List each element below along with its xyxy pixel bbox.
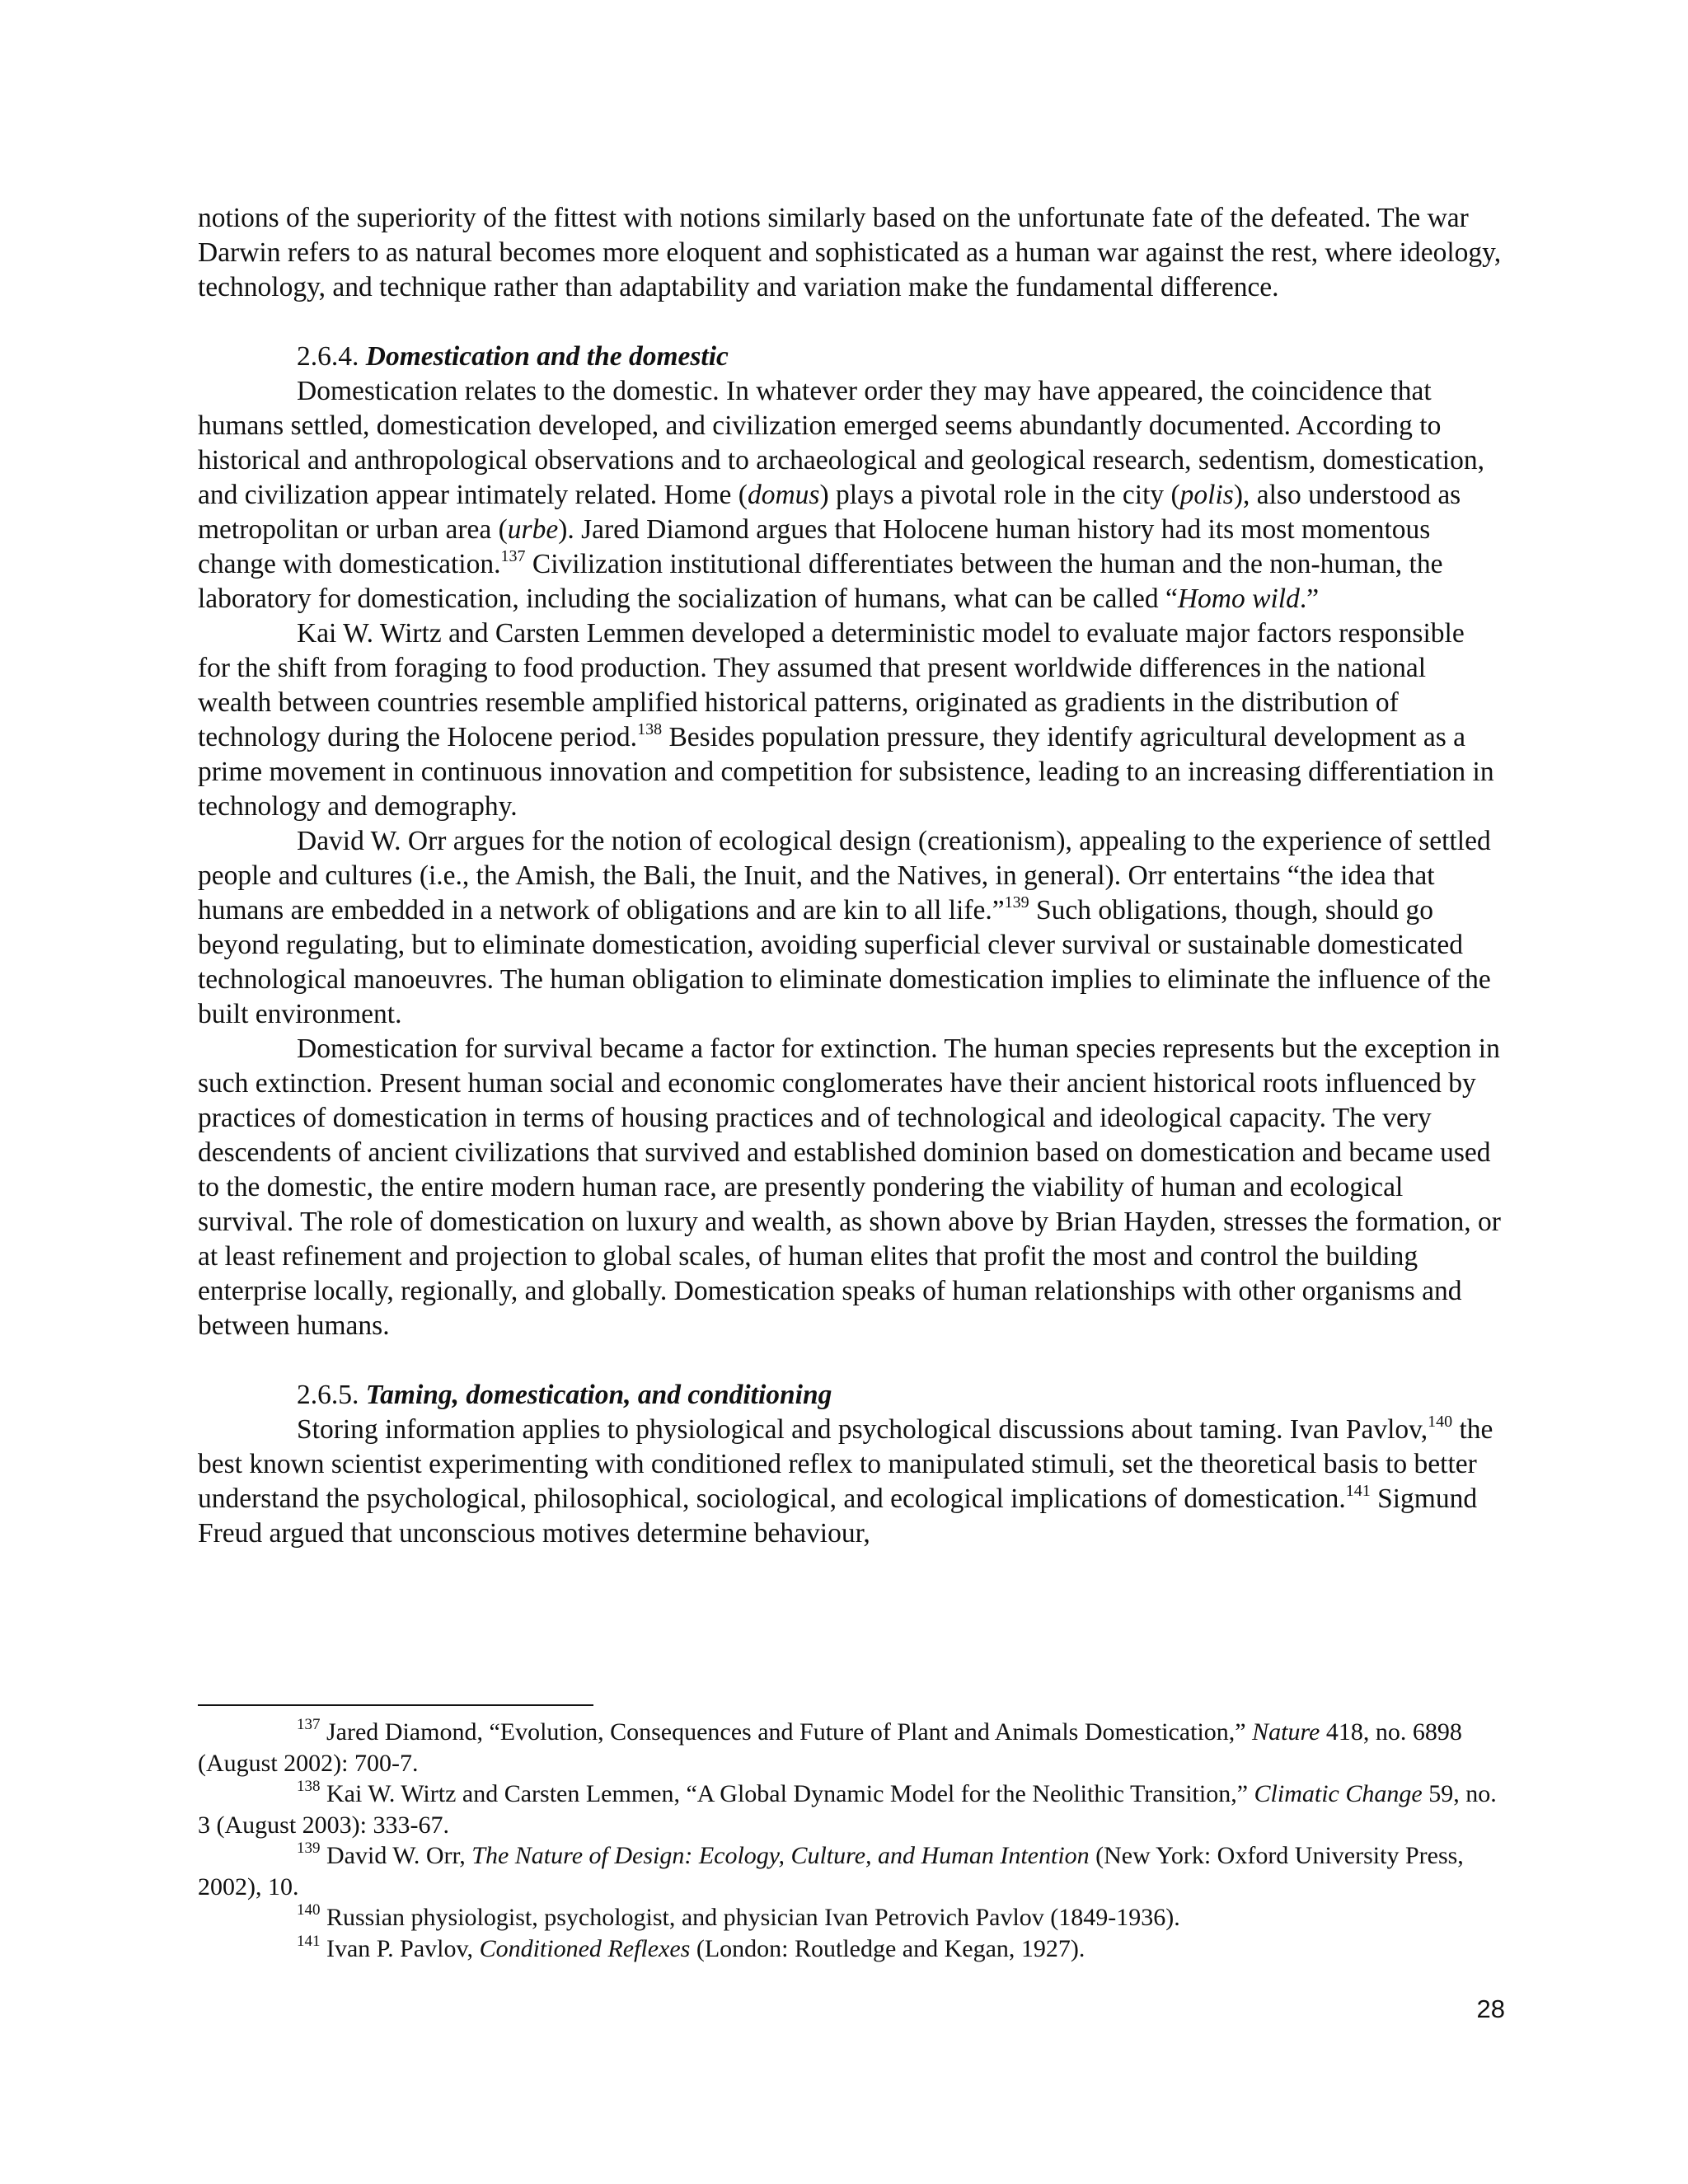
italic-term: Homo wild — [1177, 583, 1300, 614]
text-run: Kai W. Wirtz and Carsten Lemmen, “A Global Dynamic Model for the Neolithic Transition,” — [320, 1780, 1254, 1807]
footnote-ref-137[interactable]: 137 — [500, 546, 526, 565]
paragraph-domestication — [198, 374, 1502, 616]
text-run: Kai W. Wirtz and Carsten Lemmen developed a deterministic model to evaluate major factors responsible for the shift from foraging to food production. They assumed that present worldwide differences in the national wealth between countries resemble amplified historical patterns, originated as gradients in the distribution of technology during the Holocene period. — [198, 618, 1465, 752]
footnote-number: 141 — [297, 1932, 321, 1950]
text-run: Besides population pressure, they identify agricultural development as a prime movement in continuous innovation and competition for subsistence, leading to an increasing differentiation in technology and demography. — [198, 722, 1494, 822]
paragraph-continued — [198, 201, 1502, 305]
text-run: Civilization institutional differentiates between the human and the non-human, the laboratory for domestication, including the socialization of humans, what can be called “ — [198, 549, 1443, 614]
text-run: (London: Routledge and Kegan, 1927). — [690, 1934, 1085, 1962]
paragraph-text: notions of the superiority of the fittest with notions similarly based on the unfortunate fate of the defeated. The war Darwin refers to as natural becomes more eloquent and sophisticated as a human war against the rest, where ideology, technology, and technique rather than adaptability and variation make the fundamental difference. — [198, 203, 1502, 302]
italic-title: Nature — [1252, 1718, 1320, 1746]
text-run: .” — [1299, 583, 1320, 614]
section-gap — [198, 305, 1502, 340]
italic-term: urbe — [507, 514, 559, 545]
footnote-ref-141[interactable]: 141 — [1345, 1481, 1371, 1500]
heading-number: 2.6.4. — [297, 341, 366, 372]
footnote-number: 139 — [297, 1840, 321, 1857]
italic-term: polis — [1179, 480, 1234, 510]
heading-title: Domestication and the domestic — [365, 341, 729, 372]
text-run: Domestication relates to the domestic. In whatever order they may have appeared, the coincidence that humans settled, domestication developed, and civilization emerged seems abundantly documented. According to historical and anthropological observations and to archaeological and geological research, sedentism, domestication, and civilization appear intimately related. Home ( — [198, 376, 1484, 510]
text-run: Such obligations, though, should go beyond regulating, but to eliminate domestication, avoiding superficial clever survival or sustainable domesticated technological manoeuvres. The human obligation to eliminate domestication implies to eliminate the influence of the built environment. — [198, 895, 1491, 1029]
italic-title: The Nature of Design: Ecology, Culture, and Human Intention — [471, 1842, 1090, 1869]
section-heading-2-6-4 — [198, 340, 1502, 374]
paragraph-orr — [198, 824, 1502, 1032]
text-run: ). Jared Diamond argues that Holocene human history had its most momentous change with domestication. — [198, 514, 1431, 579]
italic-term: domus — [747, 480, 820, 510]
page-number: 28 — [1476, 1994, 1505, 2023]
text-run: the best known scientist experimenting with conditioned reflex to manipulated stimuli, set the theoretical basis to better understand the psychological, philosophical, sociological, and ecological implications of domestication. — [198, 1414, 1493, 1514]
footnote-separator — [198, 1704, 593, 1706]
section-heading-2-6-5 — [198, 1378, 1502, 1413]
footnotes — [198, 1717, 1502, 1964]
text-run: 59, no. 3 (August 2003): 333-67. — [198, 1780, 1497, 1839]
heading-title: Taming, domestication, and conditioning — [365, 1380, 832, 1410]
section-gap — [198, 1343, 1502, 1378]
text-run: Jared Diamond, “Evolution, Consequences and Future of Plant and Animals Domestication,” — [320, 1718, 1253, 1746]
italic-title: Conditioned Reflexes — [479, 1934, 691, 1962]
text-run: Ivan P. Pavlov, — [320, 1934, 480, 1962]
footnote-139 — [198, 1840, 1502, 1902]
footnote-ref-138[interactable]: 138 — [637, 719, 663, 738]
text-run: Russian physiologist, psychologist, and physician Ivan Petrovich Pavlov (1849-1936). — [320, 1904, 1180, 1931]
text-run: Sigmund Freud argued that unconscious motives determine behaviour, — [198, 1483, 1478, 1549]
text-run: Domestication for survival became a factor for extinction. The human species represents but the exception in such extinction. Present human social and economic conglomerates have their ancient historical roots influenced by practices of domestication in terms of housing practices and of technological and ideological capacity. The very descendents of ancient civilizations that survived and established dominion based on domestication and became used to the domestic, the entire modern human race, are presently pondering the viability of human and ecological survival. The role of domestication on luxury and wealth, as shown above by Brian Hayden, stresses the formation, or at least refinement and projection to global scales, of human elites that profit the most and control the building enterprise locally, regionally, and globally. Domestication speaks of human relationships with other organisms and between humans. — [198, 1033, 1501, 1341]
text-run: David W. Orr argues for the notion of ecological design (creationism), appealing to the experience of settled people and cultures (i.e., the Amish, the Bali, the Inuit, and the Natives, in general). Orr entertains “the idea that humans are embedded in a network of obligations and are kin to all life.” — [198, 826, 1491, 926]
text-run: ), also understood as metropolitan or urban area ( — [198, 480, 1461, 545]
italic-title: Climatic Change — [1254, 1780, 1423, 1807]
text-run: David W. Orr, — [320, 1842, 472, 1869]
footnote-number: 140 — [297, 1901, 321, 1919]
footnote-138 — [198, 1779, 1502, 1840]
footnote-ref-139[interactable]: 139 — [1004, 893, 1029, 912]
footnote-137 — [198, 1717, 1502, 1779]
footnote-number: 137 — [297, 1716, 321, 1733]
paragraph-wirtz-lemmen — [198, 616, 1502, 824]
footnote-number: 138 — [297, 1778, 321, 1795]
paragraph-taming — [198, 1413, 1502, 1551]
text-run: Storing information applies to physiological and psychological discussions about taming. Ivan Pavlov, — [297, 1414, 1428, 1445]
footnote-ref-140[interactable]: 140 — [1428, 1412, 1453, 1431]
paragraph-survival — [198, 1032, 1502, 1343]
heading-number: 2.6.5. — [297, 1380, 366, 1410]
text-run: (New York: Oxford University Press, 2002), 10. — [198, 1842, 1464, 1900]
top-margin — [198, 0, 1502, 201]
text-run: ) plays a pivotal role in the city ( — [819, 480, 1180, 510]
text-run: 418, no. 6898 (August 2002): 700-7. — [198, 1718, 1462, 1777]
footnote-141 — [198, 1933, 1502, 1965]
footnote-140 — [198, 1902, 1502, 1933]
